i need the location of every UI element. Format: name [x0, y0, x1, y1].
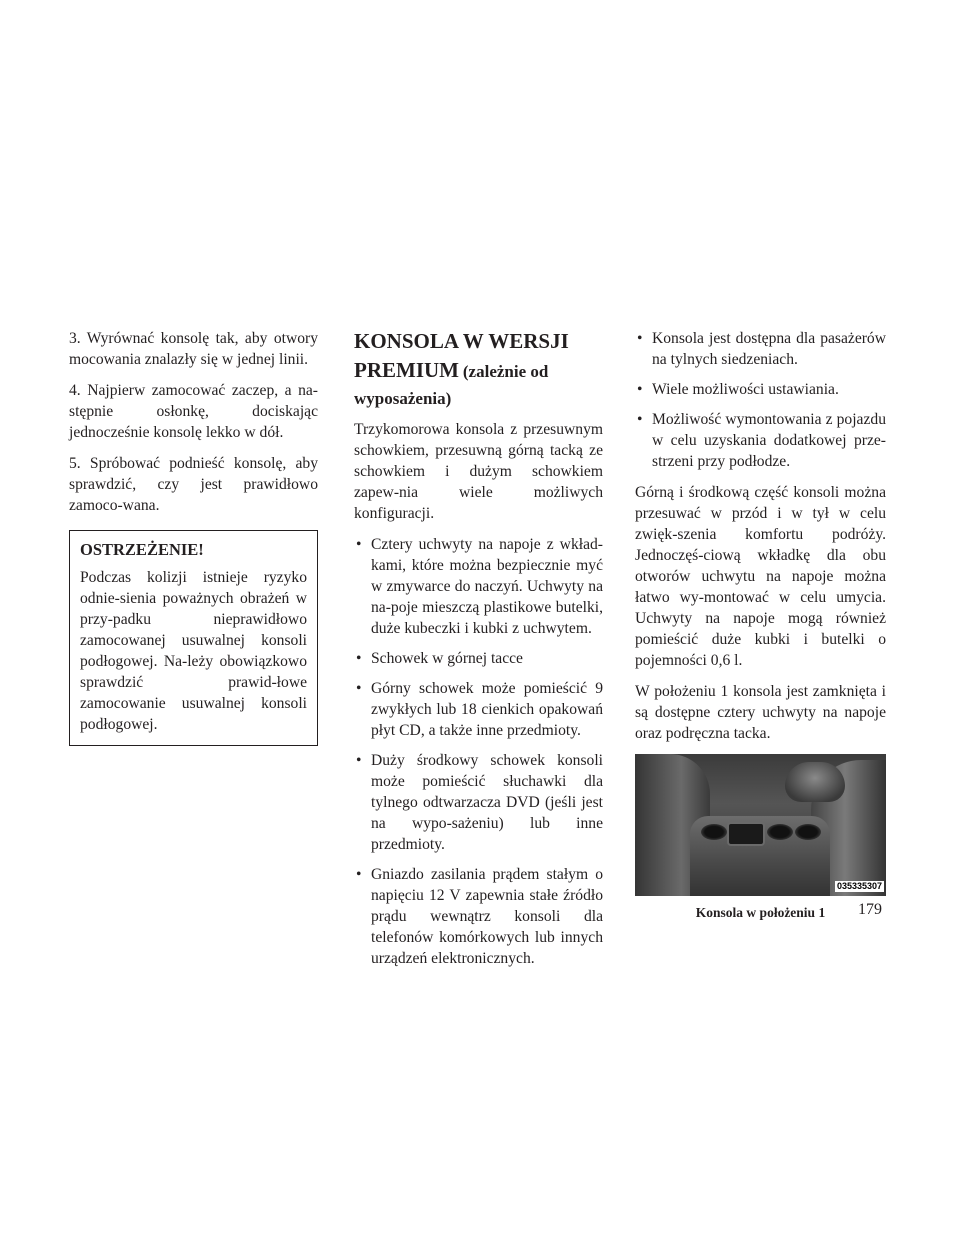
- step-5-paragraph: 5. Spróbować podnieść konsolę, aby sprawdzić, czy jest prawidłowo zamoco-wana.: [69, 455, 318, 514]
- cup-holder-shape: [701, 824, 727, 840]
- page-number: 179: [858, 901, 882, 918]
- list-item: • Cztery uchwyty na napoje z wkład-kami, które można bezpiecznie myć w zmywarce do naczyń. Uchwyty na na-poje mieszczą plastikowe butelki, duże kubeczki i kubki z uchwytem.: [354, 534, 603, 639]
- right-column: [635, 328, 886, 923]
- console-photo: [635, 754, 886, 896]
- step-3-paragraph: 3. Wyrównać konsolę tak, aby otwory mocowania znalazły się w jednej linii.: [69, 330, 318, 368]
- image-caption: Konsola w położeniu 1: [695, 905, 826, 920]
- intro-paragraph: Trzykomorowa konsola z przesuwnym schowkiem, przesuwną górną tacką ze schowkiem i dużym schowkiem zapew-nia wiele możliwych konfiguracji.: [354, 421, 603, 522]
- section-heading-main: KONSOLA W WERSJI PREMIUM: [354, 329, 569, 382]
- adjustment-paragraph: Górną i środkową część konsoli można przesuwać w przód i w tył w celu zwięk-szenia komfortu podróży. Jednoczęś-ciową wkładkę dla obu otworów uchwytu na napoje można łatwo wy-montować w celu umycia. Uchwyty na napoje mogą również pomieścić duże kubki i butelki o pojemności 0,6 l.: [635, 484, 886, 669]
- warning-text: Podczas kolizji istnieje ryzyko odnie-sienia poważnych obrażeń w przy-padku nieprawidłowo zamocowanej usuwalnej konsoli podłogowej. Na-leży obowiązkowo sprawdzić prawid-łowe zamocowanie usuwalnej konsoli podłogowej.: [80, 569, 307, 733]
- section-heading-sub: (zależnie od wyposażenia): [354, 362, 549, 408]
- warning-title: OSTRZEŻENIE!: [80, 540, 204, 559]
- tray-shape: [727, 822, 765, 846]
- list-item: • Możliwość wymontowania z pojazdu w celu uzyskania dodatkowej prze-strzeni przy podłodze.: [635, 409, 886, 472]
- left-column: [69, 328, 318, 746]
- cup-holder-shape: [767, 824, 793, 840]
- position-paragraph: W położeniu 1 konsola jest zamknięta i są dostępne cztery uchwyty na napoje oraz podręczna tacka.: [635, 683, 886, 742]
- headrest-shape: [785, 762, 845, 802]
- list-item: • Gniazdo zasilania prądem stałym o napięciu 12 V zapewnia stałe źródło prądu wewnątrz konsoli dla telefonów komórkowych lub innych urządzeń elektronicznych.: [354, 864, 603, 969]
- warning-box: [69, 530, 318, 746]
- step-4-paragraph: 4. Najpierw zamocować zaczep, a na-stępnie osłonkę, dociskając jednocześnie konsolę lekko w dół.: [69, 382, 318, 441]
- list-item: • Konsola jest dostępna dla pasażerów na tylnych siedzeniach.: [635, 328, 886, 370]
- section-heading: [354, 328, 603, 413]
- image-code: 035335307: [836, 881, 882, 891]
- middle-column: [354, 328, 603, 979]
- list-item: • Górny schowek może pomieścić 9 zwykłych lub 18 cienkich opakowań płyt CD, a także inne przedmioty.: [354, 678, 603, 741]
- cup-holder-shape: [795, 824, 821, 840]
- feature-list-continued: [635, 328, 886, 472]
- feature-list: [354, 534, 603, 969]
- list-item: • Schowek w górnej tacce: [354, 648, 603, 669]
- list-item: • Wiele możliwości ustawiania.: [635, 379, 886, 400]
- list-item: • Duży środkowy schowek konsoli może pomieścić słuchawki dla tylnego odtwarzacza DVD (jeśli jest na wypo-sażeniu) lub inne przedmioty.: [354, 750, 603, 855]
